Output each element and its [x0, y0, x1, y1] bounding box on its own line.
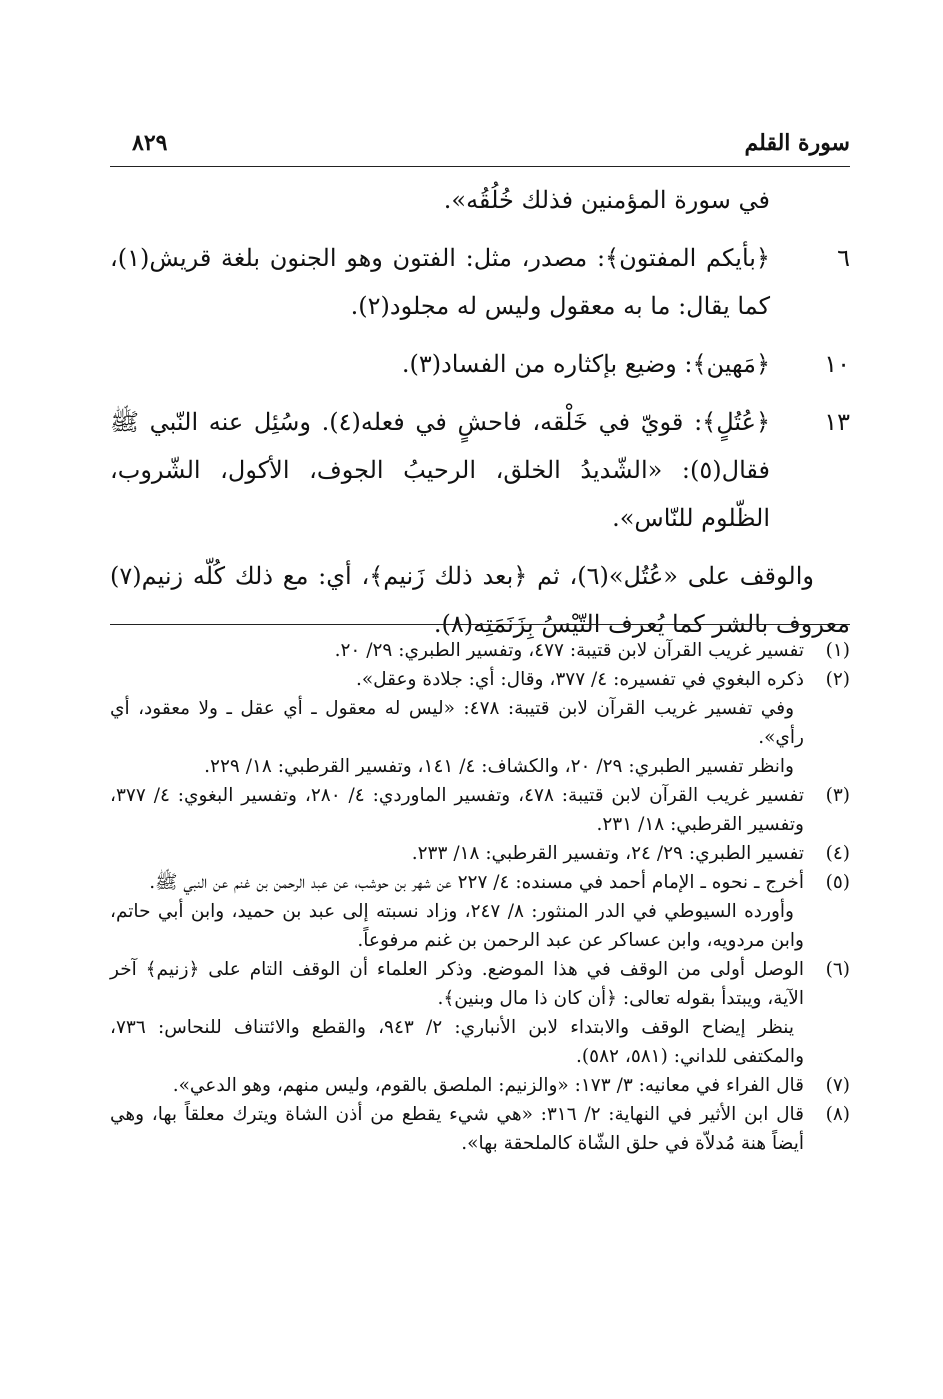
footnote-5: [110, 868, 850, 955]
footnote-4: [110, 839, 850, 868]
footnote-text: تفسير الطبري: ٢٩/ ٢٤، وتفسير القرطبي: ١٨/ ٢٣٣.: [411, 843, 804, 864]
footnote-text: قال ابن الأثير في النهاية: ٢/ ٣١٦: «هي شيء يقطع من أذن الشاة ويترك معلقاً بها، وهي أيضاً هنة مُدلاّة في حلق الشّاة كالملحقة بها».: [110, 1104, 805, 1154]
footnote-text: وأورده السيوطي في الدر المنثور: ٨/ ٢٤٧، وزاد نسبته إلى عبد بن حميد، وابن أبي حاتم، وابن مردويه، وابن عساكر عن عبد الرحمن بن غنم مرفوعاً.: [110, 901, 804, 951]
closing-text: والوقف على «عُتُل»(٦)، ثم ﴿بعد ذلك زَنيم﴾، أي: مع ذلك كُلّه زنيم(٧) معروف بالشر كما يُعرف التّيْسُ بِزَنَمَتِه(٨).: [110, 562, 850, 638]
verse-number: ٦: [837, 244, 850, 272]
verse-entry-13: [110, 398, 850, 542]
footnote-number: (٨): [825, 1104, 850, 1125]
intro-paragraph: [110, 176, 850, 224]
closing-paragraph: [110, 552, 850, 648]
footnote-number: (٧): [825, 1075, 850, 1096]
footnote-number: (٤): [825, 843, 850, 864]
footnotes: [110, 636, 850, 1158]
verse-text: ﴿عُتُلٍ﴾: قويّ في خَلْقه، فاحشٍ في فعله(٤). وسُئِل عنه النّبي ﷺ فقال(٥): «الشّديدُ الخلق، الرحيبُ الجوف، الأكول، الشّروب، الظّلوم للنّاس».: [110, 408, 771, 532]
footnote-text: تفسير غريب القرآن لابن قتيبة: ٤٧٧، وتفسير الطبري: ٢٩/ ٢٠.: [334, 640, 804, 661]
footnote-text: الوصل أولى من الوقف في هذا الموضع. وذكر العلماء أن الوقف التام على ﴿زنيم﴾ آخر الآية، ويبتدأ بقوله تعالى: ﴿أن كان ذا مال وبنين﴾.: [110, 959, 804, 1009]
footnote-text: قال الفراء في معانيه: ٣/ ١٧٣: «والزنيم: الملصق بالقوم، وليس منهم، وهو الدعي».: [172, 1075, 804, 1096]
footnote-3: [110, 781, 850, 839]
footnote-2: [110, 665, 850, 781]
verse-text: ﴿بأيكم المفتون﴾: مصدر، مثل: الفتون وهو الجنون بلغة قريش(١)، كما يقال: ما به معقول وليس له مجلود(٢).: [110, 244, 770, 320]
footnote-number: (٢): [825, 669, 850, 690]
verse-text: ﴿مَهين﴾: وضيع بإكثاره من الفساد(٣).: [401, 350, 770, 378]
footnote-text: ذكره البغوي في تفسيره: ٤/ ٣٧٧، وقال: أي: جلادة وعقل».: [355, 669, 804, 690]
footnote-6: [110, 955, 850, 1071]
page-header: [110, 130, 850, 167]
footnote-text: تفسير غريب القرآن لابن قتيبة: ٤٧٨، وتفسير الماوردي: ٤/ ٢٨٠، وتفسير البغوي: ٤/ ٣٧٧، وتفسير القرطبي: ١٨/ ٢٣١.: [110, 785, 804, 835]
footnote-number: (٥): [825, 872, 850, 893]
verse-number: ١٠: [824, 350, 850, 378]
footnote-text: وانظر تفسير الطبري: ٢٩/ ٢٠، والكشاف: ٤/ ١٤١، وتفسير القرطبي: ١٨/ ٢٢٩.: [204, 756, 794, 777]
footnote-number: (١): [825, 640, 850, 661]
verse-number: ١٣: [824, 408, 850, 436]
footnote-1: [110, 636, 850, 665]
main-text: [110, 176, 850, 648]
verse-entry-6: [110, 234, 850, 330]
page-number: ٨٢٩: [132, 130, 168, 156]
intro-text: في سورة المؤمنين فذلك خُلُقُه».: [443, 186, 770, 214]
footnote-text: وفي تفسير غريب القرآن لابن قتيبة: ٤٧٨: «ليس له معقول ـ أي عقل ـ ولا معقود، أي رأي».: [110, 698, 804, 748]
footnote-number: (٣): [825, 785, 850, 806]
surah-title: سورة القلم: [744, 130, 850, 156]
verse-entry-10: [110, 340, 850, 388]
footnote-text: أخرج ـ نحوه ـ الإمام أحمد في مسنده: ٤/ ٢٢٧ عن شهر بن حوشب، عن عبد الرحمن بن غنم عن النبي ﷺ.: [149, 872, 804, 893]
footnote-divider: [110, 624, 850, 625]
footnote-8: [110, 1100, 850, 1158]
footnote-text: ينظر إيضاح الوقف والابتداء لابن الأنباري: ٢/ ٩٤٣، والقطع والائتناف للنحاس: ٧٣٦، والمكتفى للداني: (٥٨١، ٥٨٢).: [110, 1017, 804, 1067]
footnote-number: (٦): [825, 959, 850, 980]
footnote-7: [110, 1071, 850, 1100]
